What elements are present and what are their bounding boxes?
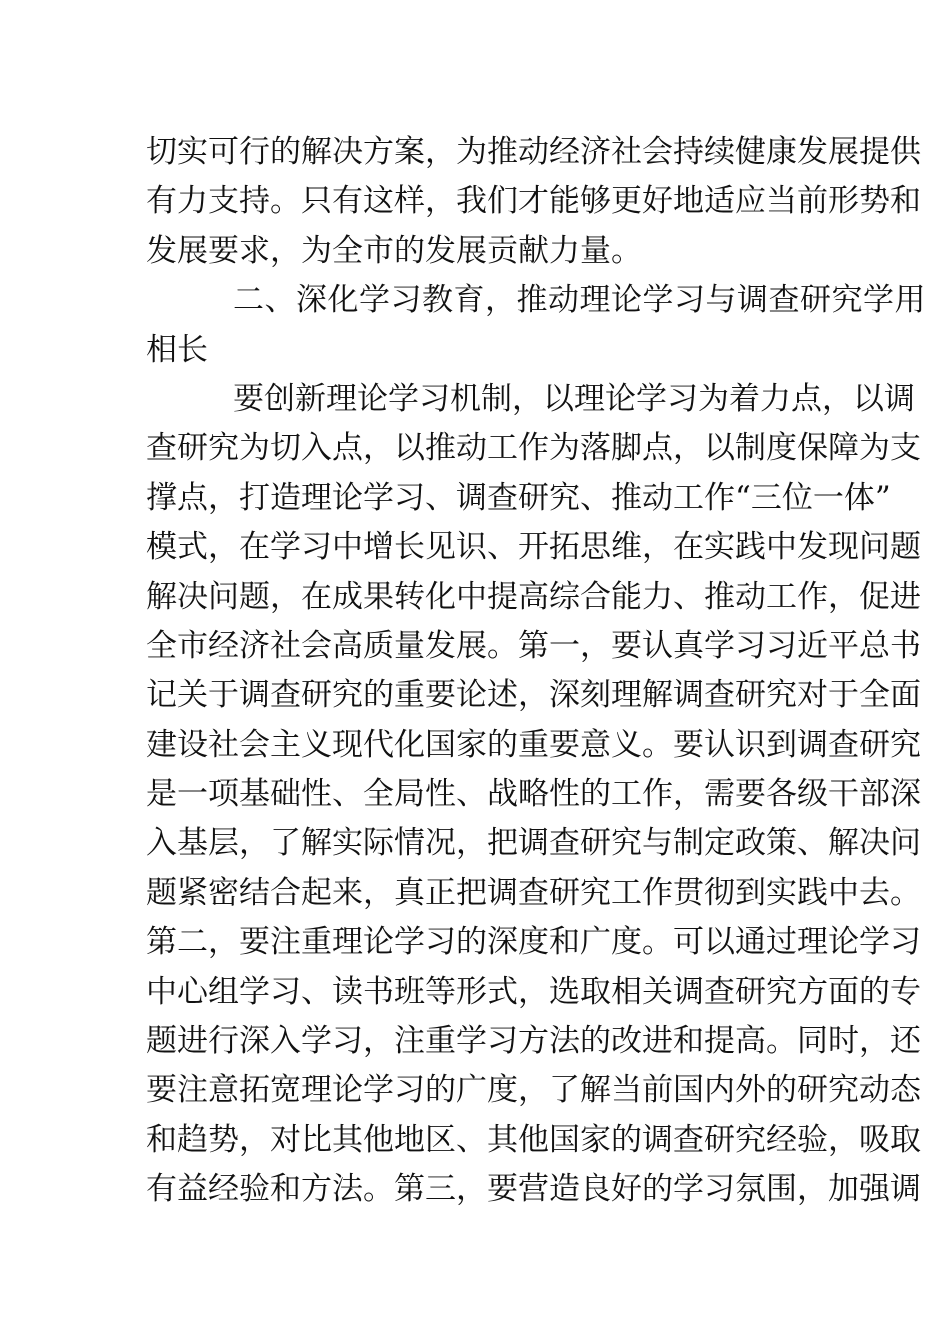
paragraph-line: 中心组学习、读书班等形式，选取相关调查研究方面的专 [146, 973, 921, 1010]
paragraph-line: 查研究为切入点，以推动工作为落脚点，以制度保障为支 [146, 430, 921, 467]
paragraph-line: 要注意拓宽理论学习的广度，了解当前国内外的研究动态 [146, 1072, 921, 1109]
paragraph-line: 模式，在学习中增长见识、开拓思维，在实践中发现问题 [146, 529, 921, 566]
paragraph-line: 建设社会主义现代化国家的重要意义。要认识到调查研究 [146, 726, 921, 763]
paragraph-line: 切实可行的解决方案，为推动经济社会持续健康发展提供 [146, 134, 921, 170]
paragraph-line: 记关于调查研究的重要论述，深刻理解调查研究对于全面 [146, 677, 921, 714]
section-heading-line: 相长 [146, 331, 208, 368]
paragraph-line: 入基层，了解实际情况，把调查研究与制定政策、解决问 [146, 825, 921, 862]
document-body [146, 128, 926, 1215]
paragraph-line: 要创新理论学习机制，以理论学习为着力点，以调 [233, 380, 915, 417]
paragraph-line: 全市经济社会高质量发展。第一，要认真学习习近平总书 [146, 627, 921, 664]
paragraph-line: 发展要求，为全市的发展贡献力量。 [146, 232, 642, 269]
paragraph-line: 第二，要注重理论学习的深度和广度。可以通过理论学习 [146, 924, 921, 961]
paragraph-line: 有益经验和方法。第三，要营造良好的学习氛围，加强调 [146, 1171, 921, 1208]
paragraph-line: 撑点，打造理论学习、调查研究、推动工作“三位一体” [146, 479, 891, 516]
paragraph-line: 有力支持。只有这样，我们才能够更好地适应当前形势和 [146, 183, 921, 220]
paragraph-line: 题紧密结合起来，真正把调查研究工作贯彻到实践中去。 [146, 874, 921, 911]
paragraph-line: 解决问题，在成果转化中提高综合能力、推动工作，促进 [146, 578, 921, 615]
paragraph-line: 和趋势，对比其他地区、其他国家的调查研究经验，吸取 [146, 1121, 921, 1158]
section-heading-line: 二、深化学习教育，推动理论学习与调查研究学用 [233, 282, 926, 319]
paragraph-line: 是一项基础性、全局性、战略性的工作，需要各级干部深 [146, 776, 921, 813]
paragraph-line: 题进行深入学习，注重学习方法的改进和提高。同时，还 [146, 1023, 921, 1060]
